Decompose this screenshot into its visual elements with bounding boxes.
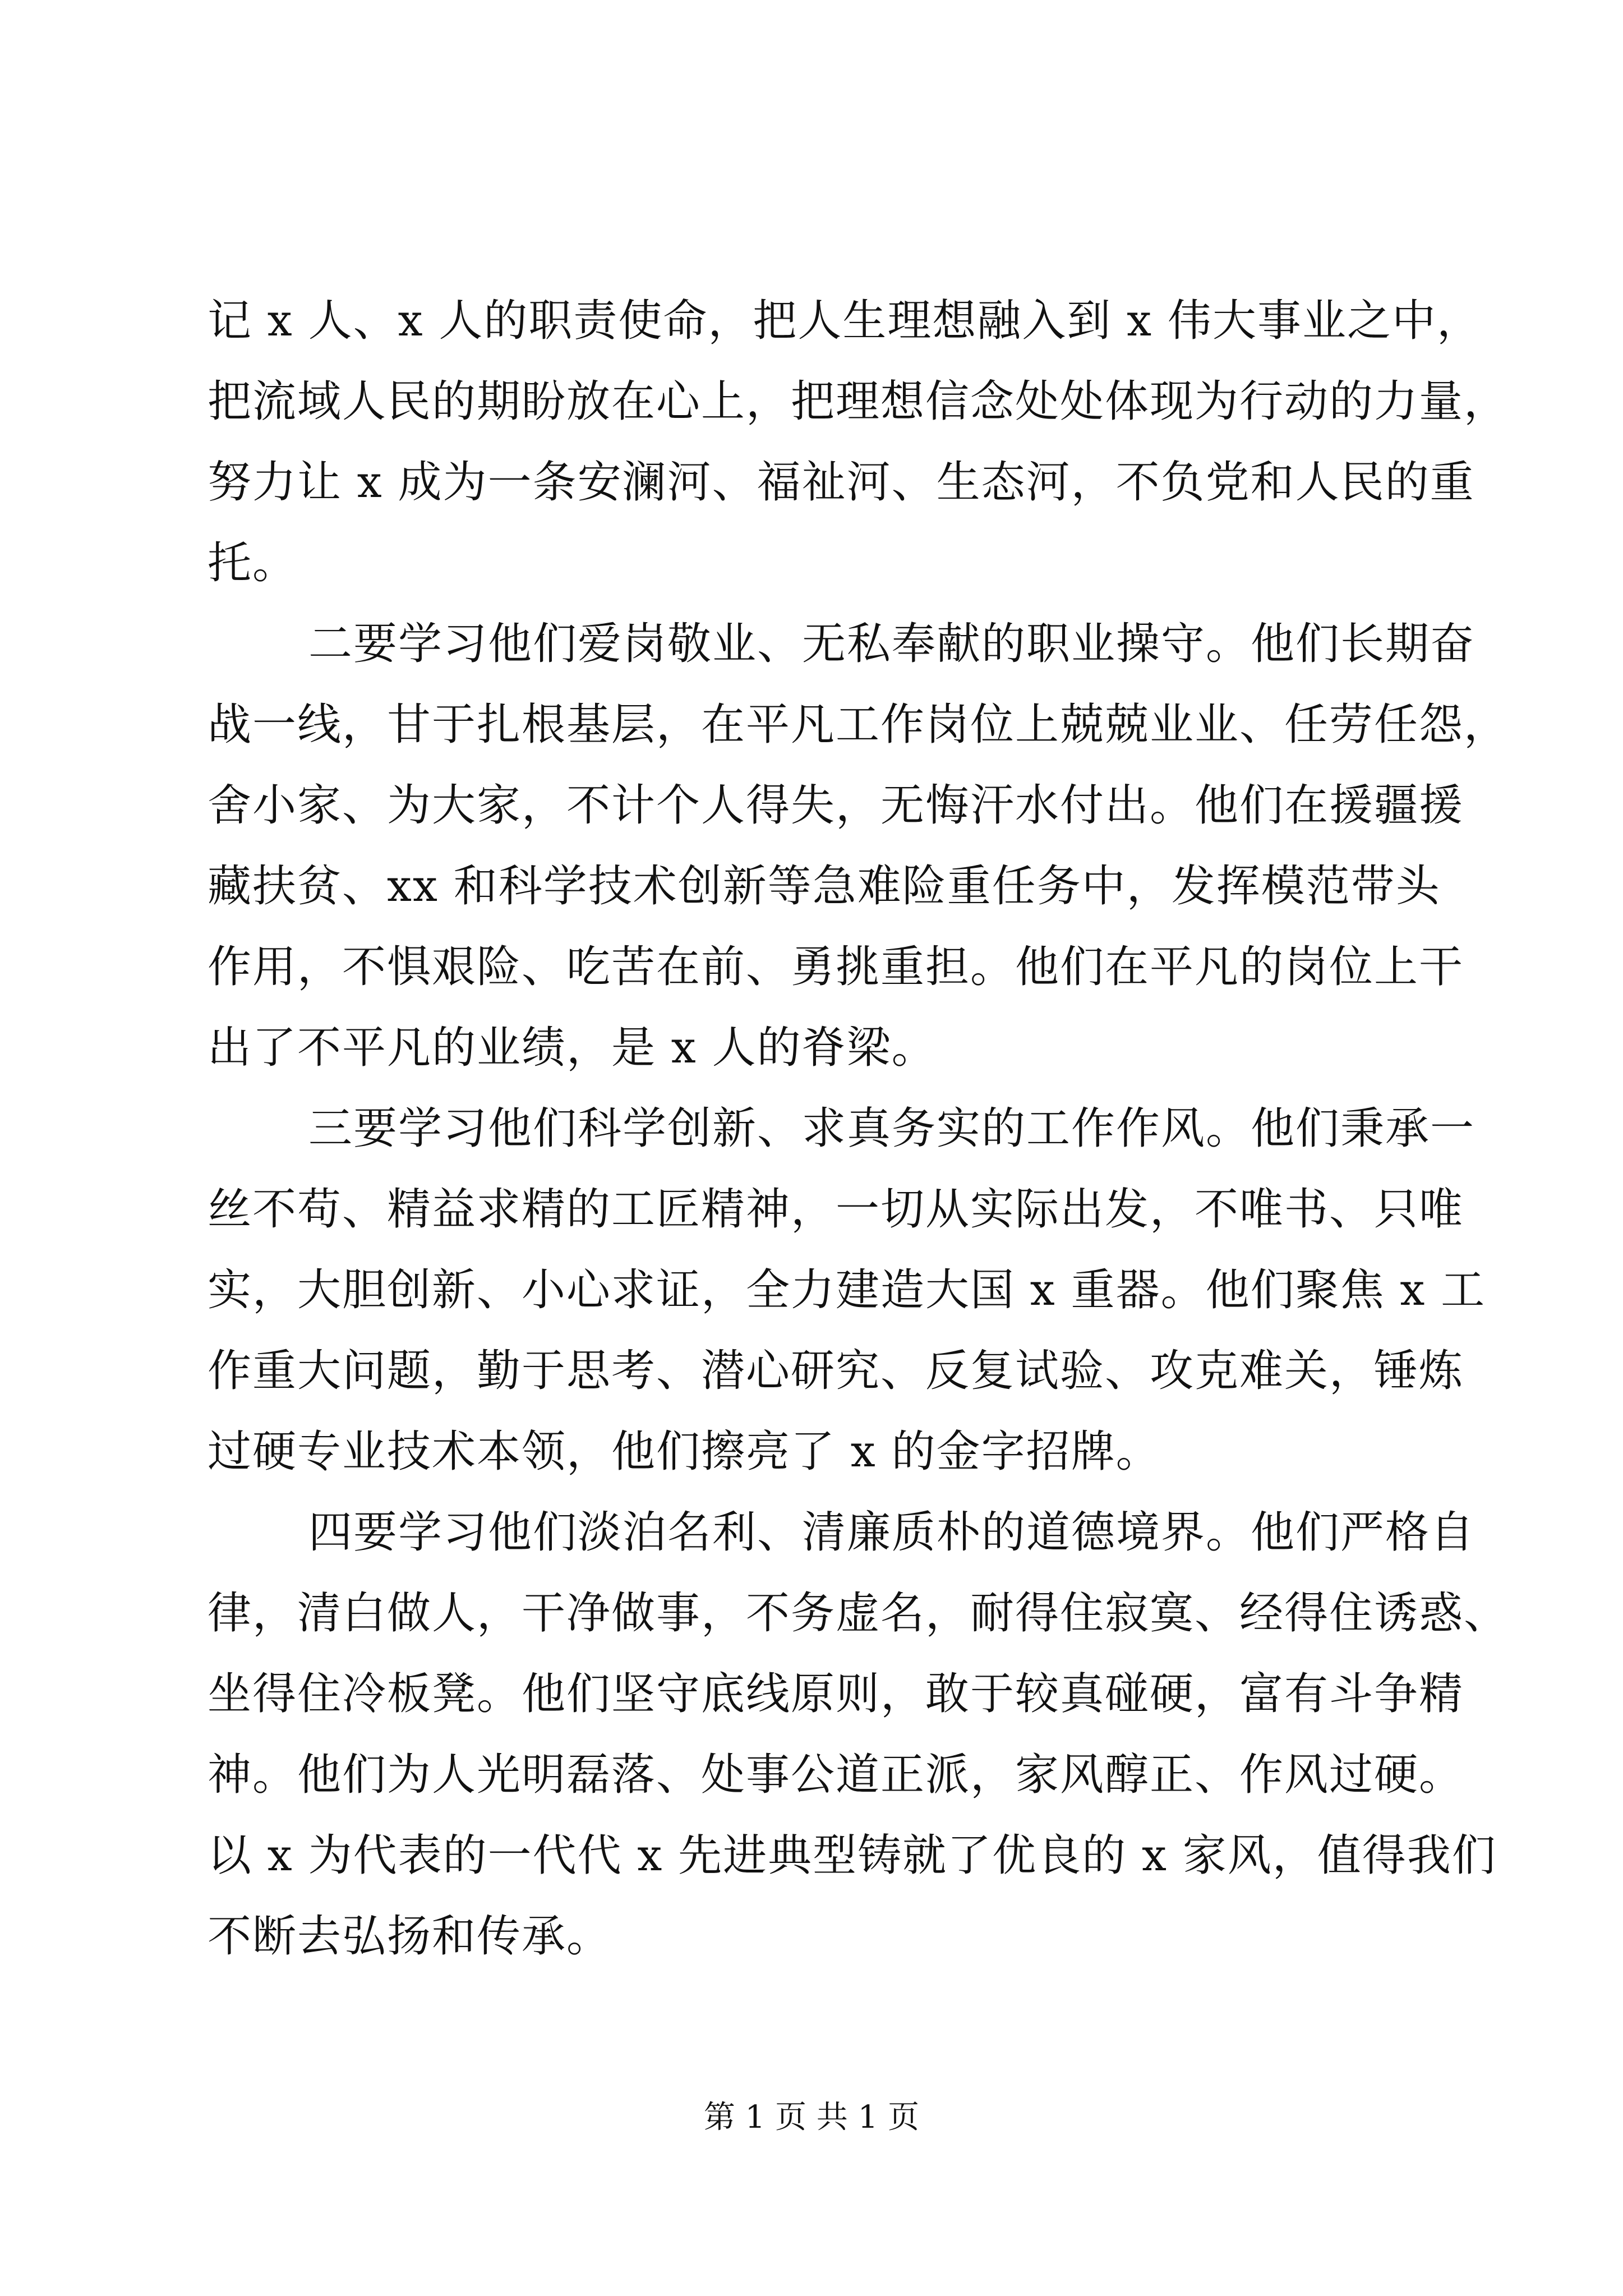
text-line: 坐得住冷板凳。他们坚守底线原则，敢于较真碰硬，富有斗争精 [208,1669,1464,1719]
text-line: 丝不苟、精益求精的工匠精神，一切从实际出发，不唯书、只唯 [208,1184,1464,1235]
text-line: 托。 [208,538,298,588]
text-line: 努力让 x 成为一条安澜河、福祉河、生态河，不负党和人民的重 [208,457,1475,508]
text-line: 作重大问题，勤于思考、潜心研究、反复试验、攻克难关，锤炼 [208,1346,1464,1396]
text-line: 记 x 人、x 人的职责使命，把人生理想融入到 x 伟大事业之中， [208,296,1482,346]
text-line: 把流域人民的期盼放在心上，把理想信念处处体现为行动的力量， [208,376,1509,427]
text-line: 作用，不惧艰险、吃苦在前、勇挑重担。他们在平凡的岗位上干 [208,942,1464,992]
text-line: 舍小家、为大家，不计个人得失，无悔汗水付出。他们在援疆援 [208,780,1464,831]
text-line: 出了不平凡的业绩，是 x 人的脊梁。 [208,1023,937,1073]
document-body [208,280,1509,1977]
page-number-footer: 第 1 页 共 1 页 [703,2099,920,2136]
paragraph-first-line: 四要学习他们淡泊名利、清廉质朴的道德境界。他们严格自 [308,1507,1476,1558]
text-line: 神。他们为人光明磊落、处事公道正派，家风醇正、作风过硬。 [208,1750,1464,1800]
paragraph-first-line: 三要学习他们科学创新、求真务实的工作作风。他们秉承一 [308,1103,1476,1154]
text-line: 以 x 为代表的一代代 x 先进典型铸就了优良的 x 家风，值得我们 [208,1830,1497,1881]
text-line: 律，清白做人，干净做事，不务虚名，耐得住寂寞、经得住诱惑、 [208,1588,1509,1639]
text-line: 藏扶贫、xx 和科学技术创新等急难险重任务中，发挥模范带头 [208,861,1441,912]
text-line: 不断去弘扬和传承。 [208,1911,612,1962]
text-line: 过硬专业技术本领，他们擦亮了 x 的金字招牌。 [208,1427,1161,1477]
text-line: 实，大胆创新、小心求证，全力建造大国 x 重器。他们聚焦 x 工 [208,1265,1486,1315]
paragraph-first-line: 二要学习他们爱岗敬业、无私奉献的职业操守。他们长期奋 [308,619,1476,669]
text-line: 战一线，甘于扎根基层，在平凡工作岗位上兢兢业业、任劳任怨， [208,700,1509,750]
